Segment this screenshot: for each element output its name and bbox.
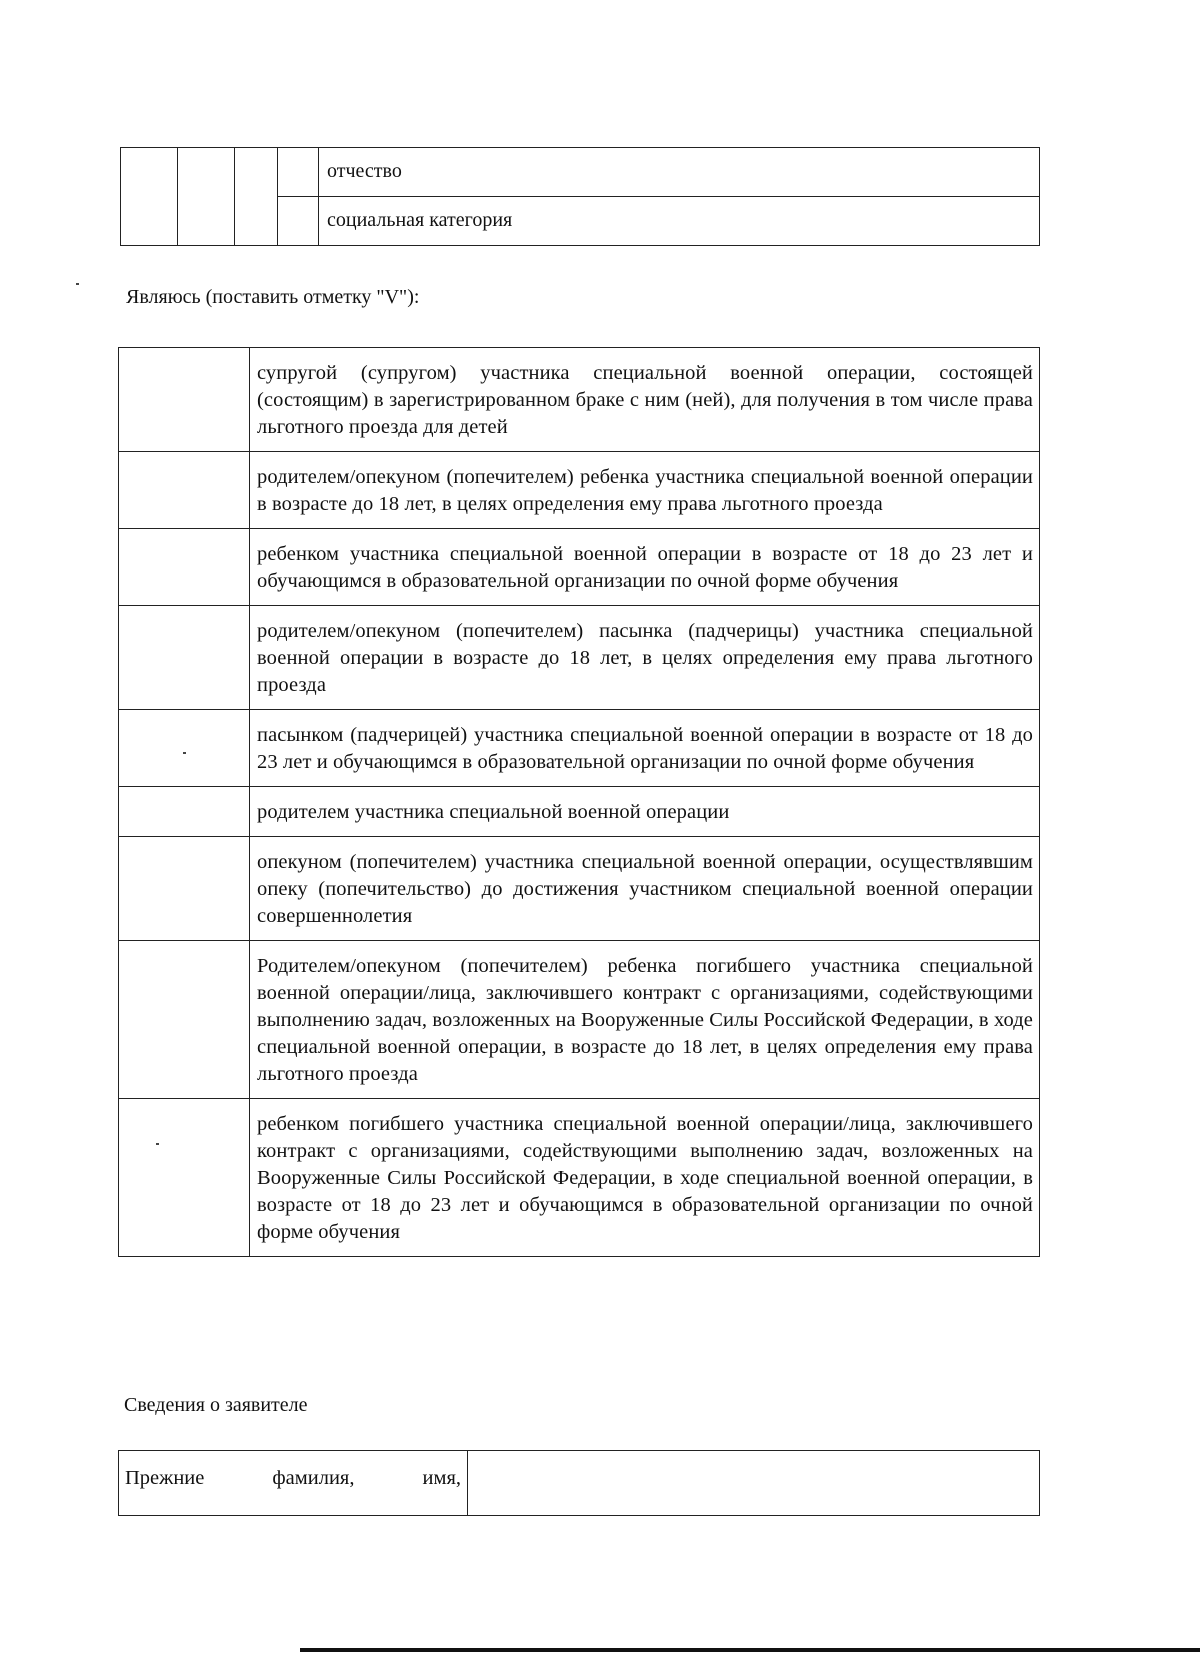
status-option-text: родителем участника специальной военной операции bbox=[250, 787, 1040, 837]
status-option-row bbox=[119, 606, 1040, 710]
previous-name-label: Прежние фамилия, имя, bbox=[119, 1451, 468, 1516]
status-option-text: родителем/опекуном (попечителем) пасынка (падчерицы) участника специальной военной операции в возрасте до 18 лет, в целях определения ему права льготного проезда bbox=[250, 606, 1040, 710]
status-checkbox-cell[interactable] bbox=[119, 787, 250, 837]
status-checkbox-cell[interactable] bbox=[119, 941, 250, 1099]
status-instruction: Являюсь (поставить отметку "V"): bbox=[126, 286, 420, 308]
empty-cell-2[interactable] bbox=[178, 148, 235, 246]
status-checkbox-cell[interactable] bbox=[119, 1099, 250, 1257]
status-option-text: супругой (супругом) участника специальной военной операции, состоящей (состоящим) в зарегистрированном браке с ним (ней), для получения в том числе права льготного проезда для детей bbox=[250, 348, 1040, 452]
status-option-row bbox=[119, 529, 1040, 606]
scan-edge-line bbox=[300, 1648, 1200, 1652]
empty-cell-4b[interactable] bbox=[278, 197, 319, 246]
status-option-text: ребенком участника специальной военной операции в возрасте от 18 до 23 лет и обучающимся в образовательной организации по очной форме обучения bbox=[250, 529, 1040, 606]
status-checkbox-cell[interactable] bbox=[119, 529, 250, 606]
empty-cell-3[interactable] bbox=[235, 148, 278, 246]
applicant-name-table bbox=[120, 147, 1040, 246]
status-checkbox-cell[interactable] bbox=[119, 837, 250, 941]
status-option-row bbox=[119, 452, 1040, 529]
status-option-row bbox=[119, 710, 1040, 787]
status-checkbox-cell[interactable] bbox=[119, 710, 250, 787]
status-option-text: опекуном (попечителем) участника специальной военной операции, осуществлявшим опеку (попечительство) до достижения участником специальной военной операции совершеннолетия bbox=[250, 837, 1040, 941]
status-option-text: Родителем/опекуном (попечителем) ребенка погибшего участника специальной военной операции/лица, заключившего контракт с организациями, содействующими выполнению задач, возложенных на Вооруженные Силы Российской Федерации, в ходе специальной военной операции, в возрасте до 18 лет, в целях определения ему права льготного проезда bbox=[250, 941, 1040, 1099]
status-option-text: пасынком (падчерицей) участника специальной военной операции в возрасте от 18 до 23 лет и обучающимся в образовательной организации по очной форме обучения bbox=[250, 710, 1040, 787]
applicant-info-table bbox=[118, 1450, 1040, 1516]
status-checkbox-cell[interactable] bbox=[119, 606, 250, 710]
scan-speck bbox=[183, 752, 186, 754]
empty-cell-1[interactable] bbox=[121, 148, 178, 246]
status-option-row bbox=[119, 837, 1040, 941]
scan-speck bbox=[76, 283, 79, 285]
status-option-text: ребенком погибшего участника специальной военной операции/лица, заключившего контракт с организациями, содействующими выполнению задач, возложенных на Вооруженные Силы Российской Федерации, в ходе специальной военной операции, в возрасте от 18 до 23 лет и обучающимся в образовательной организации по очной форме обучения bbox=[250, 1099, 1040, 1257]
status-option-row bbox=[119, 348, 1040, 452]
previous-name-field[interactable] bbox=[468, 1451, 1040, 1516]
status-option-row bbox=[119, 941, 1040, 1099]
empty-cell-4a[interactable] bbox=[278, 148, 319, 197]
status-option-text: родителем/опекуном (попечителем) ребенка участника специальной военной операции в возрасте до 18 лет, в целях определения ему права льготного проезда bbox=[250, 452, 1040, 529]
applicant-section-heading: Сведения о заявителе bbox=[124, 1394, 308, 1416]
status-options-table bbox=[118, 347, 1040, 1257]
status-checkbox-cell[interactable] bbox=[119, 348, 250, 452]
status-option-row bbox=[119, 1099, 1040, 1257]
patronymic-label: отчество bbox=[319, 148, 1040, 197]
status-checkbox-cell[interactable] bbox=[119, 452, 250, 529]
social-category-label: социальная категория bbox=[319, 197, 1040, 246]
scan-speck bbox=[156, 1143, 159, 1145]
status-option-row bbox=[119, 787, 1040, 837]
